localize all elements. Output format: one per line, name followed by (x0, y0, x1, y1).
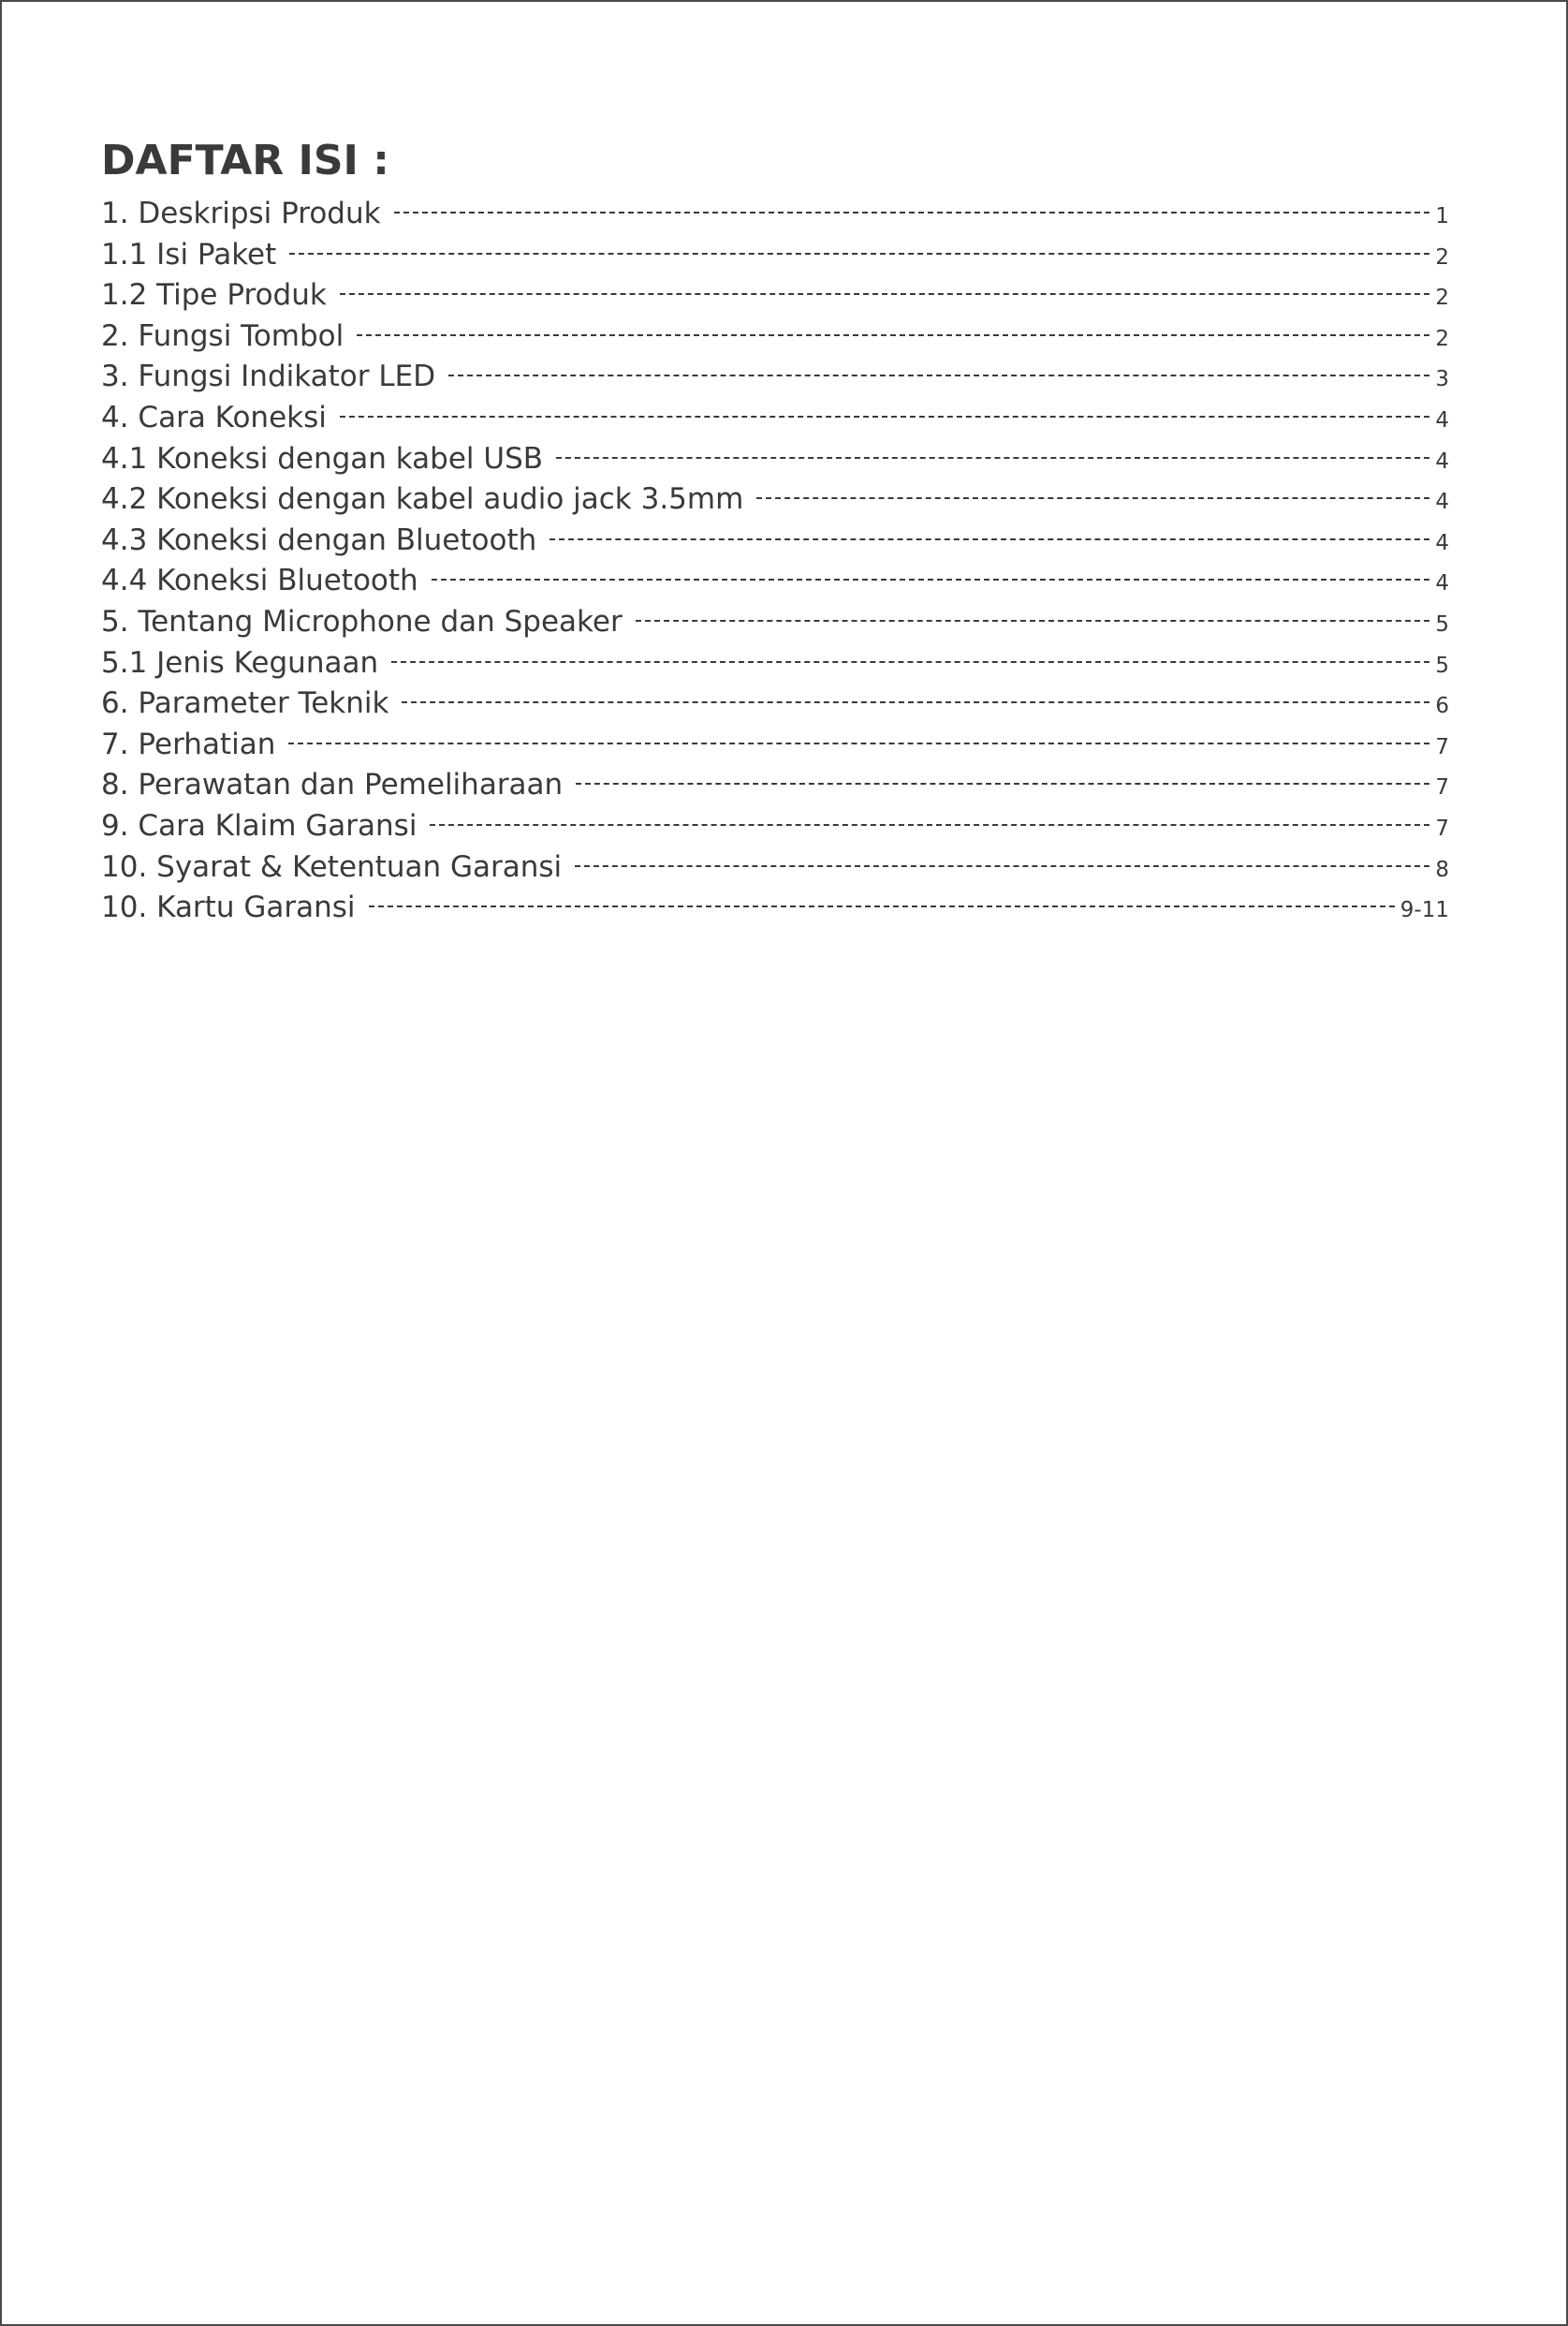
toc-entry-page: 4 (1435, 407, 1449, 433)
toc-entry-page: 4 (1435, 449, 1449, 474)
toc-entry (101, 646, 1449, 687)
toc-entry-label: 4. Cara Koneksi (101, 400, 327, 434)
toc-entry (101, 686, 1449, 728)
toc-entry-label: 1.1 Isi Paket (101, 237, 277, 272)
toc-entry-label: 4.4 Koneksi Bluetooth (101, 564, 418, 598)
toc-entry-label: 10. Kartu Garansi (101, 891, 356, 925)
toc-leader-dots (391, 661, 1429, 663)
toc-entry (101, 482, 1449, 523)
toc-entry-page: 5 (1435, 653, 1449, 678)
toc-entry (101, 197, 1449, 238)
toc-entry-page: 4 (1435, 571, 1449, 596)
toc-entry-label: 4.1 Koneksi dengan kabel USB (101, 441, 544, 476)
toc-leader-dots (575, 865, 1429, 867)
toc-entry-label: 2. Fungsi Tombol (101, 318, 344, 353)
toc-list (101, 197, 1449, 932)
toc-entry-page: 2 (1435, 244, 1449, 270)
toc-leader-dots (369, 905, 1395, 907)
toc-entry-page: 6 (1435, 694, 1449, 719)
toc-leader-dots (430, 824, 1429, 826)
toc-entry-label: 1.2 Tipe Produk (101, 278, 327, 313)
table-of-contents (101, 133, 1449, 932)
toc-entry-page: 2 (1435, 326, 1449, 351)
toc-leader-dots (556, 457, 1429, 459)
toc-entry (101, 523, 1449, 565)
toc-entry (101, 319, 1449, 361)
toc-leader-dots (288, 743, 1429, 744)
toc-entry (101, 401, 1449, 442)
toc-leader-dots (357, 334, 1429, 336)
toc-leader-dots (340, 416, 1430, 418)
toc-leader-dots (402, 701, 1429, 703)
toc-entry-page: 3 (1435, 367, 1449, 392)
toc-entry (101, 605, 1449, 646)
toc-leader-dots (636, 620, 1430, 622)
toc-entry (101, 850, 1449, 891)
toc-entry (101, 360, 1449, 401)
toc-entry-page: 2 (1435, 286, 1449, 311)
toc-leader-dots (394, 212, 1430, 213)
toc-leader-dots (289, 253, 1429, 255)
toc-leader-dots (448, 375, 1429, 376)
toc-leader-dots (550, 538, 1429, 540)
toc-entry-label: 3. Fungsi Indikator LED (101, 360, 436, 394)
toc-entry-page: 9-11 (1399, 898, 1449, 923)
toc-entry-page: 8 (1435, 857, 1449, 882)
toc-leader-dots (340, 293, 1430, 295)
toc-entry-page: 4 (1435, 490, 1449, 515)
toc-leader-dots (432, 579, 1430, 581)
toc-entry-page: 1 (1435, 204, 1449, 228)
toc-entry-label: 4.3 Koneksi dengan Bluetooth (101, 523, 537, 557)
toc-entry (101, 809, 1449, 850)
toc-entry-page: 7 (1435, 775, 1449, 801)
toc-entry-label: 8. Perawatan dan Pemeliharaan (101, 768, 564, 802)
toc-entry (101, 442, 1449, 483)
toc-entry-label: 10. Syarat & Ketentuan Garansi (101, 849, 563, 884)
toc-entry (101, 768, 1449, 809)
toc-entry-page: 4 (1435, 530, 1449, 555)
toc-entry (101, 238, 1449, 279)
toc-entry-page: 7 (1435, 816, 1449, 841)
toc-entry-label: 7. Perhatian (101, 727, 276, 761)
toc-entry-label: 9. Cara Klaim Garansi (101, 808, 418, 843)
toc-entry-page: 5 (1435, 611, 1449, 637)
toc-entry-label: 4.2 Koneksi dengan kabel audio jack 3.5mm (101, 482, 744, 517)
toc-entry-label: 6. Parameter Teknik (101, 686, 389, 721)
toc-leader-dots (576, 783, 1429, 785)
toc-entry-label: 5. Tentang Microphone dan Speaker (101, 604, 623, 639)
toc-entry-page: 7 (1435, 734, 1449, 759)
toc-entry (101, 564, 1449, 605)
toc-entry-label: 1. Deskripsi Produk (101, 197, 381, 230)
toc-entry-label: 5.1 Jenis Kegunaan (101, 645, 379, 680)
toc-leader-dots (756, 497, 1429, 499)
toc-entry (101, 891, 1449, 932)
toc-entry (101, 728, 1449, 769)
toc-title: DAFTAR ISI : (101, 137, 389, 184)
toc-entry (101, 278, 1449, 319)
